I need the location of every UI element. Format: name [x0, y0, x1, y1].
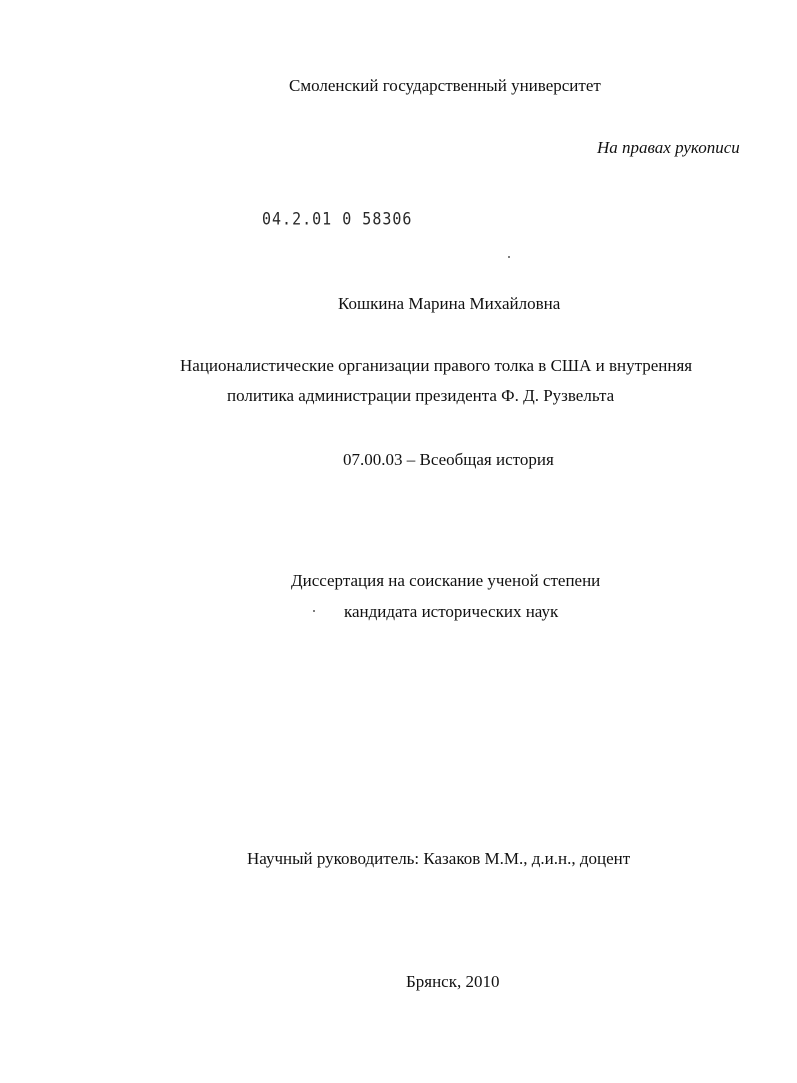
author-name: Кошкина Марина Михайловна	[338, 294, 561, 313]
degree-statement-line-1: Диссертация на соискание ученой степени	[291, 571, 601, 590]
degree-statement-line-2: кандидата исторических наук	[344, 602, 559, 621]
registration-code-stamp: 04.2.01 0 58306	[262, 208, 413, 229]
scan-speck	[313, 610, 315, 612]
scan-speck	[508, 256, 510, 258]
city-year: Брянск, 2010	[406, 972, 500, 991]
university-name: Смоленский государственный университет	[289, 76, 601, 95]
dissertation-title-line-1: Националистические организации правого толка в США и внутренняя	[180, 356, 693, 375]
manuscript-rights-label: На правах рукописи	[597, 138, 740, 157]
dissertation-title-line-2: политика администрации президента Ф. Д. Рузвельта	[227, 386, 615, 405]
specialty-code: 07.00.03 – Всеобщая история	[343, 450, 554, 469]
scientific-supervisor: Научный руководитель: Казаков М.М., д.и.н., доцент	[247, 849, 631, 868]
